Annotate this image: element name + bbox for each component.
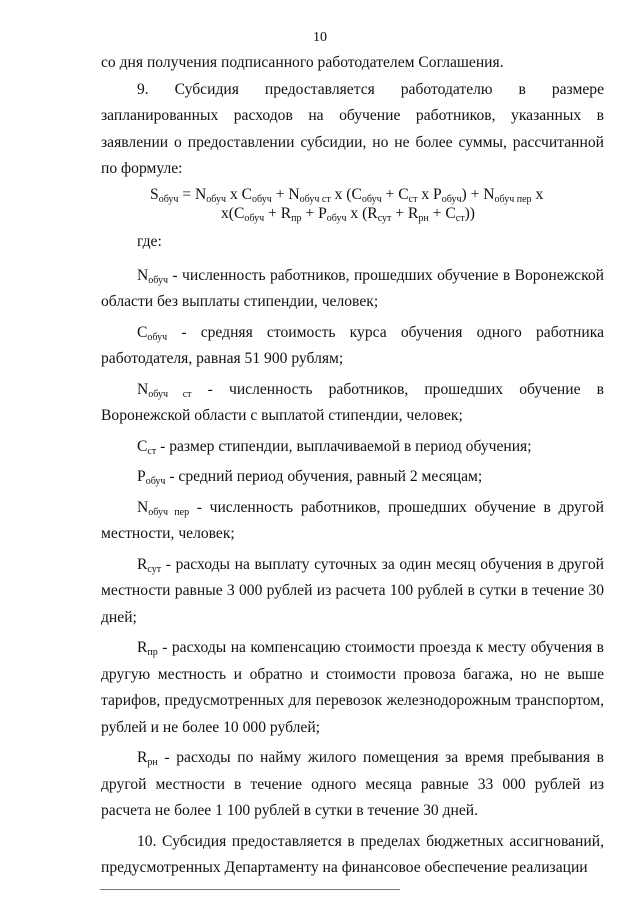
definition-symbol: C [137,437,148,455]
definition-item [101,552,604,632]
formula-text: + N [271,185,300,203]
definition-text: - расходы на выплату суточных за один месяц обучения в другой местности равные 3 000 рублей из расчета 100 рублей в сутки в течение 30 дней; [101,555,604,626]
clause-10: 10. Субсидия предоставляется в пределах бюджетных ассигнований, предусмотренных Департаменту на финансовое обеспечение реализации [101,832,604,876]
definition-text: - численность работников, прошедших обучение в Воронежской области с выплатой стипендии, человек; [101,380,604,424]
formula-text: + R [264,204,292,222]
definition-item [101,464,604,491]
formula-subscript: обуч [441,193,462,205]
formula-subscript: обуч [206,193,227,205]
subsidy-formula [101,185,604,223]
definition-subscript: обуч [147,331,168,343]
definition-subscript: пр [147,647,158,658]
definition-item [101,635,604,741]
formula-subscript: пр [291,212,302,224]
definition-symbol: R [137,555,148,573]
definition-symbol: N [137,498,149,516]
definition-symbol: R [137,639,148,656]
formula-subscript: сут [377,212,392,224]
formula-subscript: обуч [326,212,347,224]
definition-subscript: обуч ст [148,388,192,400]
definition-subscript: сут [147,563,162,575]
formula-text: + P [301,204,327,222]
formula-text: + C [428,204,456,222]
definition-text: - средняя стоимость курса обучения одного работника работодателя, равная 51 900 рублям; [101,323,604,367]
definition-text: - расходы на компенсацию стоимости проезда к месту обучения в другую местность и обратно и стоимости провоза багажа, но не выше тарифов, предусмотренных для перевозок железнодорожным транспортом, рублей и не более 10 000 рублей; [101,639,604,736]
formula-text: = N [178,185,207,203]
formula-subscript: ст [455,212,465,224]
definition-symbol: N [137,380,149,398]
definition-item [101,263,604,316]
document-body [101,50,604,882]
footer-divider [100,889,400,890]
definition-item [101,320,604,373]
page-number: 10 [313,30,327,45]
formula-text: x (R [346,204,378,222]
definition-text: - размер стипендии, выплачиваемой в период обучения; [156,437,532,455]
formula-subscript: обуч [244,212,265,224]
definition-symbol: P [137,468,146,485]
formula-subscript: рн [418,212,429,224]
definition-subscript: обуч [148,274,169,286]
formula-subscript: обуч пер [494,193,532,205]
definition-subscript: обуч [145,476,166,487]
formula-text: )) [464,204,475,222]
formula-text: + C [381,185,409,203]
definition-subscript: рн [147,757,158,768]
formula-text: x(C [221,204,245,222]
definition-text: - численность работников, прошедших обучение в Воронежской области без выплаты стипендии, человек; [101,266,604,310]
definition-text: - численность работников, прошедших обучение в другой местности, человек; [101,498,605,542]
formula-text: x [531,185,544,203]
formula-subscript: обуч ст [299,193,331,205]
definition-subscript: обуч пер [148,506,190,518]
formula-text: x C [226,185,253,203]
definition-symbol: C [137,323,148,341]
definition-symbol: N [137,266,149,284]
definition-text: - средний период обучения, равный 2 месяцам; [165,468,483,485]
formula-line-2 [101,204,604,223]
definition-subscript: ст [147,445,157,457]
formula-text: + R [391,204,419,222]
formula-text: ) + N [461,185,495,203]
clause-9: 9. Субсидия предоставляется работодателю в размере запланированных расходов на обучение работников, указанных в заявлении о предоставлении субсидии, но не более суммы, рассчитанной по формуле: [101,80,604,177]
definition-item [101,745,604,825]
definition-item [101,434,604,461]
definitions-list [101,263,604,825]
formula-subscript: обуч [158,193,179,205]
formula-text: S [150,185,159,203]
formula-subscript: обуч [252,193,272,205]
formula-subscript: обуч [361,193,382,205]
where-label: где: [137,232,162,250]
definition-text: - расходы по найму жилого помещения за время пребывания в другой местности в течение одного месяца равные 33 000 рублей из расчета не более 1 100 рублей в сутки в течение 30 дней. [101,749,604,819]
formula-text: x P [417,185,442,203]
formula-text: x (C [330,185,362,203]
definition-symbol: R [137,749,148,766]
definition-item [101,377,604,430]
formula-line-1 [101,185,604,204]
formula-subscript: ст [408,193,418,205]
definition-item [101,495,604,548]
continuation-line: со дня получения подписанного работодателем Соглашения. [101,54,504,71]
